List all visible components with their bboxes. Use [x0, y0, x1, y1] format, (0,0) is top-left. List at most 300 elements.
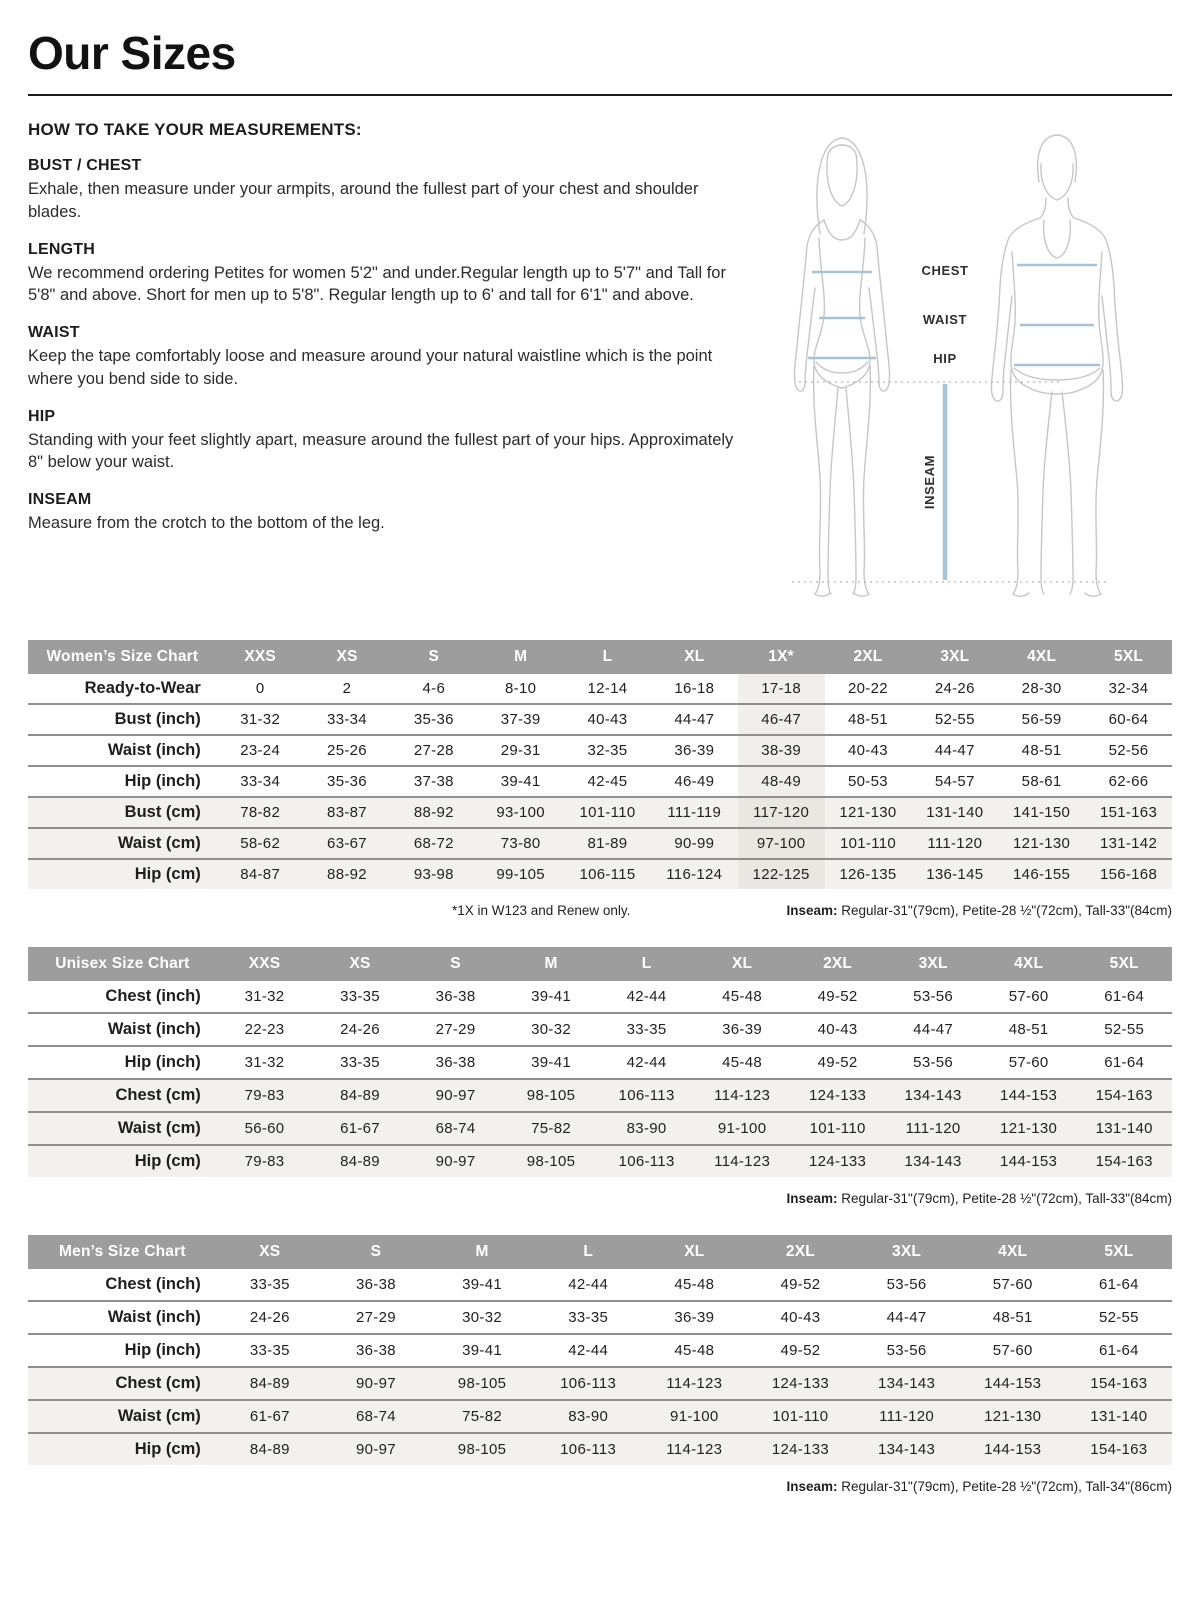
row-label: Hip (cm) — [134, 1440, 201, 1458]
table-row — [28, 981, 1172, 1013]
size-cell: 134-143 — [904, 1153, 962, 1170]
size-cell: 111-120 — [879, 1408, 935, 1425]
womens-size-chart — [28, 640, 1172, 889]
size-cell: 57-60 — [992, 1276, 1033, 1293]
row-label: Waist (cm) — [117, 1407, 201, 1425]
size-cell: 60-64 — [1108, 711, 1149, 728]
header-row — [28, 947, 1172, 981]
size-cell: 49-52 — [780, 1276, 821, 1293]
size-cell: 36-39 — [722, 1021, 763, 1038]
size-cell: 151-163 — [1099, 804, 1158, 821]
size-cell: 131-140 — [926, 804, 984, 821]
size-cell: 121-130 — [1000, 1120, 1058, 1137]
size-cell: 101-110 — [839, 835, 896, 852]
column-header: XS — [312, 947, 408, 981]
table-row — [28, 1112, 1172, 1145]
size-cell: 48-51 — [848, 711, 888, 728]
table-row — [28, 1400, 1172, 1433]
column-header: XS — [304, 640, 391, 674]
size-cell: 124-133 — [771, 1375, 830, 1392]
size-cell: 48-49 — [738, 766, 825, 797]
table-row — [28, 1079, 1172, 1112]
size-cell: 101-110 — [809, 1120, 866, 1137]
measurement-sections — [28, 157, 752, 535]
measurement-section — [28, 408, 752, 475]
womens-chart-footnotes — [28, 903, 1172, 921]
size-cell: 93-98 — [413, 866, 454, 883]
size-cell: 106-115 — [579, 866, 636, 883]
size-cell: 39-41 — [500, 773, 541, 790]
row-label: Chest (cm) — [115, 1086, 201, 1104]
measurement-section — [28, 491, 752, 535]
womens-size-chart-container — [28, 640, 1172, 889]
size-cell: 49-52 — [817, 1054, 858, 1071]
size-cell: 57-60 — [1008, 1054, 1049, 1071]
column-header: S — [323, 1235, 429, 1269]
size-cell: 106-113 — [560, 1441, 617, 1458]
row-label: Hip (inch) — [124, 1053, 201, 1071]
size-cell: 33-34 — [327, 711, 367, 728]
row-label: Waist (inch) — [107, 1308, 201, 1326]
column-header: 3XL — [911, 640, 998, 674]
size-cell: 36-38 — [356, 1342, 396, 1359]
size-cell: 31-32 — [240, 711, 281, 728]
size-cell: 114-123 — [714, 1153, 771, 1170]
size-cell: 114-123 — [666, 1375, 723, 1392]
size-cell: 90-97 — [435, 1087, 476, 1104]
size-cell: 114-123 — [666, 1441, 723, 1458]
size-cell: 84-89 — [340, 1087, 380, 1104]
size-cell: 98-105 — [526, 1153, 576, 1170]
size-cell: 68-74 — [356, 1408, 396, 1425]
size-cell: 31-32 — [244, 1054, 285, 1071]
size-cell: 53-56 — [913, 988, 954, 1005]
size-cell: 61-67 — [340, 1120, 380, 1137]
column-header: M — [477, 640, 564, 674]
table-row — [28, 704, 1172, 735]
size-cell: 62-66 — [1108, 773, 1149, 790]
section-title: WAIST — [28, 324, 80, 342]
size-cell: 36-39 — [674, 742, 715, 759]
size-cell: 156-168 — [1099, 866, 1158, 883]
size-cell: 40-43 — [780, 1309, 821, 1326]
size-cell: 68-74 — [435, 1120, 476, 1137]
size-cell: 154-163 — [1090, 1375, 1148, 1392]
size-cell: 73-80 — [500, 835, 541, 852]
table-row — [28, 1013, 1172, 1046]
size-cell: 75-82 — [531, 1120, 571, 1137]
table-row — [28, 766, 1172, 797]
size-cell: 42-44 — [568, 1276, 609, 1293]
size-cell: 126-135 — [839, 866, 897, 883]
size-cell: 79-83 — [244, 1087, 285, 1104]
size-cell: 23-24 — [240, 742, 281, 759]
size-cell: 97-100 — [738, 828, 825, 859]
size-cell: 48-51 — [992, 1309, 1033, 1326]
size-cell: 27-29 — [435, 1021, 476, 1038]
chart-title: Men’s Size Chart — [28, 1235, 217, 1269]
size-cell: 53-56 — [913, 1054, 954, 1071]
size-cell: 106-113 — [560, 1375, 617, 1392]
row-label: Hip (cm) — [134, 1152, 201, 1170]
mens-size-chart — [28, 1235, 1172, 1465]
size-cell: 40-43 — [848, 742, 888, 759]
section-body: Standing with your feet slightly apart, measure around the fullest part of your hips. Approximately 8" below your waist. — [28, 430, 734, 472]
size-cell: 106-113 — [618, 1087, 675, 1104]
column-header: L — [535, 1235, 641, 1269]
section-body: Keep the tape comfortably loose and measure around your natural waistline which is the point where you bend side to side. — [28, 347, 713, 388]
column-header: 2XL — [747, 1235, 853, 1269]
size-cell: 52-55 — [1098, 1309, 1139, 1326]
mens-chart-footnotes — [28, 1479, 1172, 1497]
size-cell: 30-32 — [462, 1309, 502, 1326]
table-row — [28, 1301, 1172, 1334]
chart-title: Women’s Size Chart — [28, 640, 217, 674]
table-row — [28, 828, 1172, 859]
size-cell: 75-82 — [462, 1408, 502, 1425]
size-cell: 124-133 — [809, 1087, 867, 1104]
size-cell: 116-124 — [666, 866, 723, 883]
footnote-inseam: Inseam: Regular-31"(79cm), Petite-28 ½"(72cm), Tall-33"(84cm) — [786, 903, 1172, 918]
size-cell: 57-60 — [1008, 988, 1049, 1005]
table-row — [28, 1367, 1172, 1400]
column-header: 3XL — [885, 947, 981, 981]
table-row — [28, 1269, 1172, 1301]
row-label: Chest (inch) — [105, 1275, 201, 1293]
size-cell: 54-57 — [934, 773, 975, 790]
size-cell: 33-35 — [249, 1342, 290, 1359]
column-header: L — [564, 640, 651, 674]
size-cell: 36-38 — [435, 988, 476, 1005]
table-row — [28, 735, 1172, 766]
size-cell: 53-56 — [886, 1342, 927, 1359]
column-header: XXS — [217, 947, 313, 981]
size-cell: 52-55 — [934, 711, 975, 728]
body-measurement-diagram — [752, 120, 1172, 620]
size-cell: 83-90 — [626, 1120, 667, 1137]
size-cell: 30-32 — [531, 1021, 571, 1038]
size-cell: 154-163 — [1090, 1441, 1148, 1458]
size-cell: 56-59 — [1021, 711, 1062, 728]
row-label: Hip (cm) — [134, 865, 201, 883]
size-cell: 33-35 — [340, 988, 380, 1005]
measurement-section — [28, 324, 752, 391]
size-cell: 49-52 — [780, 1342, 821, 1359]
size-cell: 46-49 — [674, 773, 715, 790]
column-header: L — [599, 947, 695, 981]
column-header: S — [408, 947, 504, 981]
row-label: Hip (inch) — [124, 772, 201, 790]
size-cell: 146-155 — [1013, 866, 1071, 883]
row-label: Waist (cm) — [117, 834, 201, 852]
size-cell: 111-120 — [927, 835, 983, 852]
column-header: M — [429, 1235, 535, 1269]
size-cell: 88-92 — [327, 866, 367, 883]
column-header: 5XL — [1066, 1235, 1172, 1269]
size-cell: 25-26 — [327, 742, 367, 759]
size-cell: 45-48 — [674, 1276, 715, 1293]
size-cell: 90-97 — [435, 1153, 476, 1170]
size-cell: 17-18 — [738, 674, 825, 704]
size-cell: 98-105 — [457, 1441, 507, 1458]
table-row — [28, 1334, 1172, 1367]
hip-label: HIP — [933, 351, 957, 366]
size-cell: 121-130 — [984, 1408, 1042, 1425]
size-cell: 39-41 — [531, 988, 571, 1005]
row-label: Hip (inch) — [124, 1341, 201, 1359]
size-cell: 0 — [255, 680, 265, 697]
size-cell: 111-120 — [905, 1120, 961, 1137]
row-label: Chest (cm) — [115, 1374, 201, 1392]
size-charts — [28, 640, 1172, 1497]
size-cell: 45-48 — [722, 1054, 763, 1071]
row-label: Bust (inch) — [114, 710, 201, 728]
size-cell: 90-99 — [674, 835, 715, 852]
size-cell: 144-153 — [984, 1375, 1042, 1392]
footnote-inseam: Inseam: Regular-31"(79cm), Petite-28 ½"(72cm), Tall-33"(84cm) — [786, 1191, 1172, 1206]
size-cell: 84-87 — [240, 866, 281, 883]
size-cell: 79-83 — [244, 1153, 285, 1170]
instructions-column — [28, 120, 752, 535]
row-label: Waist (inch) — [107, 741, 201, 759]
unisex-size-chart — [28, 947, 1172, 1177]
size-cell: 16-18 — [674, 680, 715, 697]
size-cell: 61-64 — [1098, 1276, 1139, 1293]
size-cell: 61-64 — [1104, 1054, 1145, 1071]
size-cell: 58-62 — [240, 835, 281, 852]
howto-heading: HOW TO TAKE YOUR MEASUREMENTS: — [28, 120, 362, 139]
size-cell: 144-153 — [1000, 1087, 1058, 1104]
page-title: Our Sizes — [28, 27, 236, 79]
column-header: 3XL — [854, 1235, 960, 1269]
size-cell: 8-10 — [505, 680, 537, 697]
size-cell: 98-105 — [457, 1375, 507, 1392]
size-cell: 88-92 — [413, 804, 454, 821]
size-cell: 57-60 — [992, 1342, 1033, 1359]
size-cell: 27-28 — [413, 742, 454, 759]
size-cell: 24-26 — [249, 1309, 290, 1326]
size-cell: 33-35 — [249, 1276, 290, 1293]
size-cell: 46-47 — [738, 704, 825, 735]
size-cell: 32-35 — [587, 742, 628, 759]
size-cell: 12-14 — [587, 680, 628, 697]
size-cell: 78-82 — [240, 804, 281, 821]
table-row — [28, 1433, 1172, 1465]
size-cell: 45-48 — [722, 988, 763, 1005]
waist-label: WAIST — [922, 312, 968, 327]
size-cell: 40-43 — [817, 1021, 858, 1038]
column-header: XL — [641, 1235, 747, 1269]
size-cell: 35-36 — [413, 711, 454, 728]
column-header: 4XL — [981, 947, 1077, 981]
size-cell: 31-32 — [244, 988, 285, 1005]
size-cell: 49-52 — [817, 988, 858, 1005]
footnote-inseam: Inseam: Regular-31"(79cm), Petite-28 ½"(72cm), Tall-34"(86cm) — [786, 1479, 1172, 1494]
chart-title: Unisex Size Chart — [28, 947, 217, 981]
row-label: Waist (cm) — [117, 1119, 201, 1137]
size-cell: 39-41 — [462, 1342, 502, 1359]
header-row — [28, 640, 1172, 674]
row-label: Ready-to-Wear — [84, 679, 201, 697]
size-cell: 154-163 — [1095, 1153, 1153, 1170]
column-header: 4XL — [998, 640, 1085, 674]
size-cell: 134-143 — [877, 1441, 936, 1458]
size-cell: 44-47 — [674, 711, 715, 728]
section-title: LENGTH — [28, 240, 95, 258]
size-cell: 40-43 — [587, 711, 628, 728]
section-body: Exhale, then measure under your armpits, around the fullest part of your chest and shoulder blades. — [28, 180, 699, 221]
size-cell: 114-123 — [714, 1087, 771, 1104]
size-cell: 68-72 — [413, 835, 454, 852]
size-cell: 117-120 — [738, 797, 825, 828]
size-cell: 91-100 — [717, 1120, 767, 1137]
size-cell: 42-45 — [587, 773, 628, 790]
size-cell: 90-97 — [356, 1441, 396, 1458]
size-cell: 99-105 — [496, 866, 545, 883]
row-label: Bust (cm) — [124, 803, 201, 821]
title-divider — [28, 94, 1172, 96]
size-cell: 136-145 — [926, 866, 984, 883]
size-cell: 84-89 — [249, 1441, 290, 1458]
size-cell: 122-125 — [738, 859, 825, 889]
size-cell: 20-22 — [848, 680, 888, 697]
header-row — [28, 1235, 1172, 1269]
row-label: Waist (inch) — [107, 1020, 201, 1038]
column-header: 5XL — [1076, 947, 1172, 981]
size-cell: 101-110 — [579, 804, 636, 821]
size-cell: 2 — [342, 680, 352, 697]
size-cell: 35-36 — [327, 773, 367, 790]
size-cell: 44-47 — [913, 1021, 954, 1038]
measurement-section — [28, 157, 752, 224]
row-label: Chest (inch) — [105, 987, 201, 1005]
size-cell: 36-38 — [356, 1276, 396, 1293]
size-cell: 33-34 — [240, 773, 281, 790]
size-cell: 28-30 — [1021, 680, 1062, 697]
section-title: HIP — [28, 407, 56, 425]
size-cell: 52-56 — [1108, 742, 1149, 759]
figures-illustration — [752, 120, 1172, 620]
size-cell: 131-140 — [1090, 1408, 1148, 1425]
table-row — [28, 674, 1172, 704]
size-cell: 144-153 — [1000, 1153, 1058, 1170]
section-body: Measure from the crotch to the bottom of the leg. — [28, 514, 385, 533]
table-row — [28, 1046, 1172, 1079]
size-cell: 37-39 — [500, 711, 541, 728]
unisex-size-chart-container — [28, 947, 1172, 1177]
size-cell: 144-153 — [984, 1441, 1042, 1458]
size-cell: 39-41 — [531, 1054, 571, 1071]
size-cell: 121-130 — [839, 804, 897, 821]
section-body: We recommend ordering Petites for women 5'2" and under.Regular length up to 5'7" and Tall for 5'8" and above. Short for men up to 5'8". Regular length up to 6' and tall for 6'1" and above. — [28, 263, 726, 305]
section-title: INSEAM — [28, 491, 92, 509]
size-cell: 63-67 — [327, 835, 367, 852]
size-cell: 48-51 — [1021, 742, 1062, 759]
size-cell: 42-44 — [568, 1342, 609, 1359]
size-cell: 84-89 — [340, 1153, 380, 1170]
column-header: S — [390, 640, 477, 674]
footnote-1x: *1X in W123 and Renew only. — [452, 903, 631, 918]
size-cell: 32-34 — [1108, 680, 1149, 697]
size-cell: 42-44 — [626, 1054, 667, 1071]
size-cell: 98-105 — [526, 1087, 576, 1104]
table-row — [28, 859, 1172, 889]
size-cell: 154-163 — [1095, 1087, 1153, 1104]
size-cell: 93-100 — [496, 804, 545, 821]
column-header: M — [503, 947, 599, 981]
measurement-section — [28, 241, 752, 308]
size-cell: 22-23 — [244, 1021, 285, 1038]
column-header: XXS — [217, 640, 304, 674]
column-header: 2XL — [790, 947, 886, 981]
column-header: 2XL — [825, 640, 912, 674]
size-cell: 44-47 — [934, 742, 975, 759]
size-cell: 33-35 — [626, 1021, 667, 1038]
size-cell: 106-113 — [618, 1153, 675, 1170]
table-row — [28, 797, 1172, 828]
size-cell: 84-89 — [249, 1375, 290, 1392]
size-cell: 134-143 — [877, 1375, 936, 1392]
size-cell: 61-67 — [249, 1408, 290, 1425]
size-cell: 83-87 — [327, 804, 367, 821]
woman-outline — [794, 138, 842, 596]
inseam-label: INSEAM — [922, 454, 937, 510]
size-cell: 36-38 — [435, 1054, 476, 1071]
size-cell: 33-35 — [568, 1309, 609, 1326]
size-cell: 52-55 — [1104, 1021, 1145, 1038]
size-cell: 61-64 — [1098, 1342, 1139, 1359]
size-cell: 131-140 — [1095, 1120, 1153, 1137]
size-cell: 101-110 — [772, 1408, 829, 1425]
size-cell: 111-119 — [667, 804, 722, 821]
column-header: XL — [694, 947, 790, 981]
size-cell: 48-51 — [1008, 1021, 1049, 1038]
size-cell: 38-39 — [738, 735, 825, 766]
size-cell: 124-133 — [809, 1153, 867, 1170]
size-cell: 44-47 — [886, 1309, 927, 1326]
size-cell: 24-26 — [934, 680, 975, 697]
inseam-guides — [792, 382, 1109, 582]
size-cell: 42-44 — [626, 988, 667, 1005]
size-cell: 4-6 — [422, 680, 446, 697]
size-cell: 61-64 — [1104, 988, 1145, 1005]
section-title: BUST / CHEST — [28, 157, 142, 174]
size-cell: 37-38 — [413, 773, 454, 790]
column-header: 1X* — [738, 640, 825, 674]
size-cell: 134-143 — [904, 1087, 962, 1104]
column-header: 4XL — [960, 1235, 1066, 1269]
size-cell: 24-26 — [340, 1021, 380, 1038]
size-cell: 141-150 — [1013, 804, 1071, 821]
size-cell: 90-97 — [356, 1375, 396, 1392]
size-cell: 58-61 — [1021, 773, 1062, 790]
size-cell: 39-41 — [462, 1276, 502, 1293]
size-cell: 121-130 — [1013, 835, 1071, 852]
mens-size-chart-container — [28, 1235, 1172, 1465]
size-cell: 53-56 — [886, 1276, 927, 1293]
measurement-guide — [28, 120, 1172, 620]
size-cell: 33-35 — [340, 1054, 380, 1071]
size-cell: 36-39 — [674, 1309, 715, 1326]
column-header: XS — [217, 1235, 323, 1269]
size-cell: 131-142 — [1099, 835, 1158, 852]
size-cell: 50-53 — [848, 773, 888, 790]
unisex-chart-footnotes — [28, 1191, 1172, 1209]
size-cell: 27-29 — [356, 1309, 396, 1326]
chest-label: CHEST — [921, 263, 969, 278]
size-cell: 124-133 — [771, 1441, 830, 1458]
column-header: 5XL — [1085, 640, 1172, 674]
